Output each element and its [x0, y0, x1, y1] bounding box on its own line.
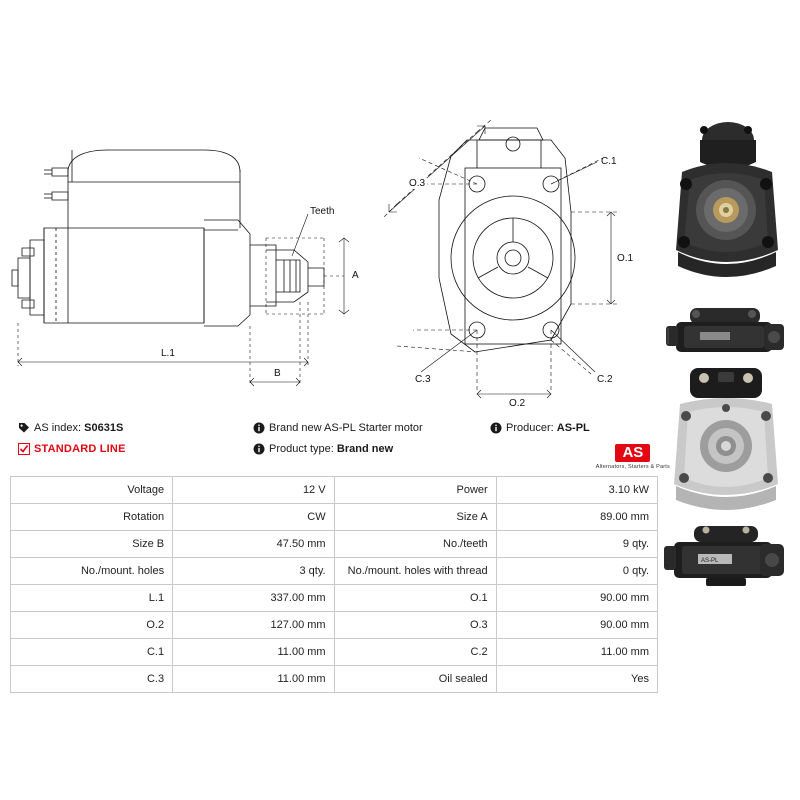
- spec-value: 0 qty.: [496, 558, 657, 585]
- drawing-label-l1: L.1: [158, 348, 178, 359]
- spec-label: L.1: [11, 585, 173, 612]
- spec-label: No./teeth: [334, 531, 496, 558]
- spec-value: 47.50 mm: [173, 531, 334, 558]
- product-photo-front: [660, 110, 792, 300]
- spec-value: 11.00 mm: [173, 639, 334, 666]
- specifications-table: [10, 476, 658, 693]
- as-index-text: [34, 422, 123, 435]
- spec-label: O.3: [334, 612, 496, 639]
- standard-line-label: STANDARD LINE: [34, 443, 126, 455]
- table-row: [11, 639, 658, 666]
- spec-label: O.1: [334, 585, 496, 612]
- spec-value: 3 qty.: [173, 558, 334, 585]
- spec-label: No./mount. holes: [11, 558, 173, 585]
- as-pl-logo: [596, 444, 670, 470]
- flange-view-svg: [355, 108, 660, 408]
- spec-value: 12 V: [173, 477, 334, 504]
- info-column-producer: [490, 422, 670, 470]
- table-row: [11, 504, 658, 531]
- spec-label: Oil sealed: [334, 666, 496, 693]
- drawing-label-b: B: [271, 368, 284, 379]
- spec-label: Voltage: [11, 477, 173, 504]
- spec-value: 89.00 mm: [496, 504, 657, 531]
- as-pl-logo-subtitle: Alternators, Starters & Parts: [595, 464, 670, 470]
- spec-label: C.3: [11, 666, 173, 693]
- side-view-svg: [8, 110, 358, 390]
- as-index-label: AS index:: [34, 422, 82, 434]
- spec-label: Power: [334, 477, 496, 504]
- producer-label: Producer:: [506, 422, 554, 434]
- producer-row: [490, 422, 670, 435]
- tag-icon: [18, 422, 34, 434]
- product-photo-side: [660, 516, 792, 604]
- info-icon: [253, 443, 269, 455]
- spec-label: Size B: [11, 531, 173, 558]
- spec-value: Yes: [496, 666, 657, 693]
- spec-label: C.2: [334, 639, 496, 666]
- producer-text: [506, 422, 590, 435]
- table-row: [11, 585, 658, 612]
- spec-label: O.2: [11, 612, 173, 639]
- spec-value: 127.00 mm: [173, 612, 334, 639]
- producer-value: AS-PL: [556, 422, 590, 434]
- product-photos: [660, 110, 792, 606]
- table-row: [11, 477, 658, 504]
- spec-value: 9 qty.: [496, 531, 657, 558]
- spec-value: 11.00 mm: [173, 666, 334, 693]
- table-row: [11, 558, 658, 585]
- table-row: [11, 612, 658, 639]
- info-icon: [253, 422, 269, 434]
- drawing-label-c1: C.1: [601, 156, 617, 167]
- description-text: Brand new AS-PL Starter motor: [269, 422, 423, 434]
- drawing-label-o1: O.1: [617, 253, 634, 264]
- spec-label: C.1: [11, 639, 173, 666]
- drawing-label-o3: O.3: [409, 178, 426, 189]
- product-type-text: [269, 443, 393, 456]
- drawing-label-teeth: Teeth: [310, 206, 335, 217]
- info-icon: [490, 422, 506, 434]
- spec-label: No./mount. holes with thread: [334, 558, 496, 585]
- product-type-row: [253, 443, 513, 456]
- product-info-bar: [10, 418, 790, 468]
- as-index-value: S0631S: [84, 422, 124, 434]
- as-index-row: [18, 422, 248, 435]
- check-badge-icon: [18, 443, 34, 455]
- spec-value: CW: [173, 504, 334, 531]
- info-column-index: [18, 422, 248, 463]
- product-type-value: Brand new: [336, 443, 394, 455]
- drawing-label-c2: C.2: [597, 374, 613, 385]
- spec-value: 90.00 mm: [496, 585, 657, 612]
- svg-text:AS-PL: AS-PL: [701, 558, 719, 564]
- spec-label: Rotation: [11, 504, 173, 531]
- spec-value: 90.00 mm: [496, 612, 657, 639]
- spec-value: 11.00 mm: [496, 639, 657, 666]
- drawing-label-o2: O.2: [509, 398, 526, 409]
- product-photo-side-dark: [660, 302, 792, 362]
- table-row: [11, 531, 658, 558]
- product-type-label: Product type:: [269, 443, 334, 455]
- drawing-label-a: A: [352, 270, 359, 281]
- spec-value: 337.00 mm: [173, 585, 334, 612]
- description-row: [253, 422, 513, 435]
- spec-label: Size A: [334, 504, 496, 531]
- info-column-description: [253, 422, 513, 464]
- drawing-label-c3: C.3: [415, 374, 431, 385]
- starter-side-view-drawing: [8, 110, 358, 390]
- table-row: [11, 666, 658, 693]
- as-pl-logo-mark: AS: [615, 444, 650, 462]
- standard-line-row: [18, 443, 248, 455]
- starter-flange-view-drawing: [355, 108, 660, 408]
- spec-value: 3.10 kW: [496, 477, 657, 504]
